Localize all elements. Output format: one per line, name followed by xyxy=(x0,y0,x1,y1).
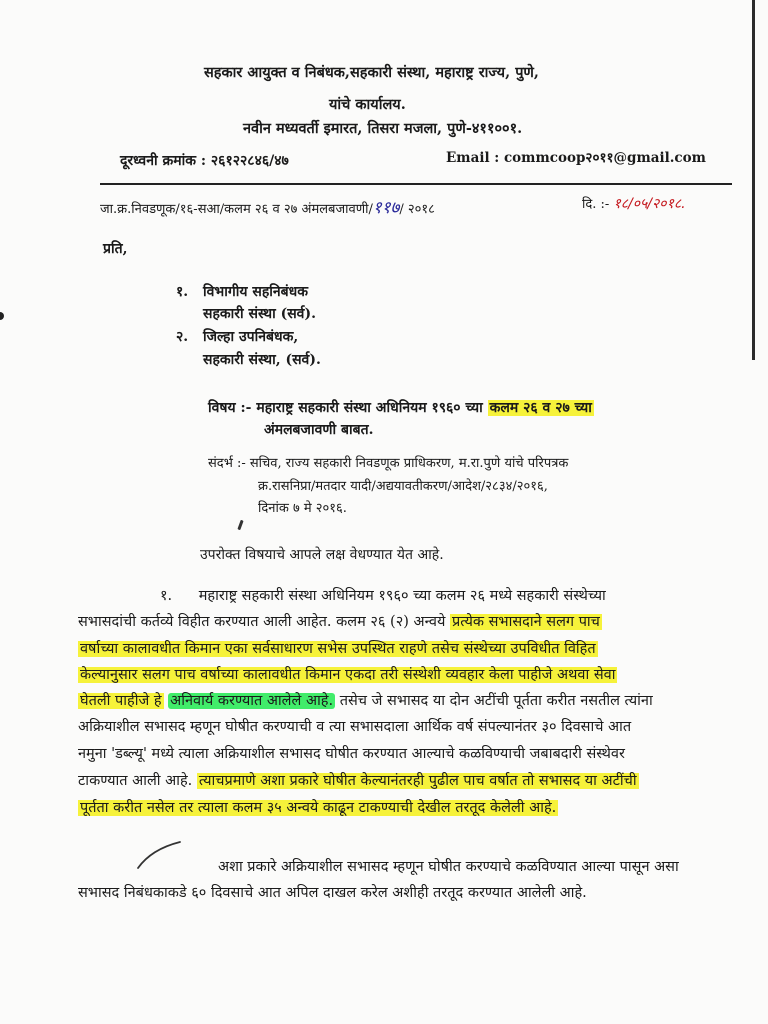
date-label: दि. :- xyxy=(582,197,610,212)
para1-green-highlight: अनिवार्य करण्यात आलेले आहे. xyxy=(170,693,334,709)
para1-text2a: सभासदांची कर्तव्ये विहीत करण्यात आली आहेत. कलम २६ (२) अन्वये xyxy=(78,614,446,630)
handwritten-number: ११७ xyxy=(372,198,400,218)
reference-note-label: संदर्भ :- xyxy=(208,456,246,471)
subject-line1 xyxy=(208,398,594,417)
recipient-1-number: १. xyxy=(176,284,189,300)
para1-text8a: टाकण्यात आली आहे. xyxy=(78,773,193,789)
reference-note-text1: सचिव, राज्य सहकारी निवडणूक प्राधिकरण, म.रा.पुणे यांचे परिपत्रक xyxy=(249,456,569,471)
recipient-2-number: २. xyxy=(176,329,189,345)
binder-hole-mark xyxy=(0,312,4,320)
reference-note-line3: दिनांक ७ मे २०१६. xyxy=(258,501,347,516)
subject-highlight: कलम २६ व २७ च्या xyxy=(489,400,592,416)
reference-note-line1 xyxy=(208,453,568,471)
subject-text: महाराष्ट्र सहकारी संस्था अधिनियम १९६० च्या xyxy=(256,400,483,416)
handwritten-date: १८/०५/२०१८. xyxy=(613,196,686,212)
para1-line4 xyxy=(78,664,617,684)
para1-highlight6: पूर्तता करीत नसेल तर त्याला कलम ३५ अन्वये काढून टाकण्याची देखील तरतूद केलेली आहे. xyxy=(80,800,557,816)
para1-highlight3: केल्यानुसार सलग पाच वर्षाच्या कालावधीत किमान एकदा तरी संस्थेशी व्यवहार केला पाहीजे अथवा सेवा xyxy=(80,667,616,683)
para1-line1 xyxy=(160,585,606,605)
recipient-2-line2: सहकारी संस्था, (सर्व). xyxy=(203,352,321,368)
letterhead-email: Email : commcoop२०११@gmail.com xyxy=(446,150,706,166)
para1-line8 xyxy=(78,770,639,790)
recipient-1-line2: सहकारी संस्था (सर्व). xyxy=(203,306,316,322)
para1-highlight5: त्याचप्रमाणे अशा प्रकारे घोषीत केल्यानंतरही पुढील पाच वर्षात तो सभासद या अटींची xyxy=(198,773,637,789)
subject-line2: अंमलबजावणी बाबत. xyxy=(264,422,374,438)
date-line xyxy=(582,194,686,213)
para1-text1: महाराष्ट्र सहकारी संस्था अधिनियम १९६० च्या कलम २६ मध्ये सहकारी संस्थेच्या xyxy=(198,588,606,604)
salutation: प्रति, xyxy=(103,241,128,257)
para1-highlight4: घेतली पाहीजे हे xyxy=(80,693,162,709)
pen-stroke xyxy=(134,838,184,872)
letterhead-line1: सहकार आयुक्त व निबंधक,सहकारी संस्था, महाराष्ट्र राज्य, पुणे, xyxy=(204,64,539,81)
intro-text: उपरोक्त विषयाचे आपले लक्ष वेधण्यात येत आहे. xyxy=(200,547,444,563)
para2-line2: सभासद निबंधकाकडे ६० दिवसाचे आत अपिल दाखल करेल अशीही तरतूद करण्यात आलेली आहे. xyxy=(78,885,587,901)
header-divider xyxy=(100,183,732,185)
para2-line1: अशा प्रकारे अक्रियाशील सभासद म्हणून घोषीत करण्याचे कळविण्यात आल्या पासून असा xyxy=(218,859,679,875)
ink-speck xyxy=(237,520,243,530)
para1-number: १. xyxy=(160,588,173,604)
para1-line9 xyxy=(78,797,558,817)
para1-line2 xyxy=(78,611,602,631)
letterhead-line2: यांचे कार्यालय. xyxy=(329,96,406,113)
reference-note-line2: क्र.रासनिप्रा/मतदार यादी/अद्ययावतीकरण/आदेश/२८३४/२०१६, xyxy=(258,479,548,494)
para1-line6: अक्रियाशील सभासद म्हणून घोषीत करण्याची व त्या सभासदाला आर्थिक वर्ष संपल्यानंतर ३० दिवसाचे आत xyxy=(78,719,632,735)
para1-highlight1: प्रत्येक सभासदाने सलग पाच xyxy=(452,614,600,630)
scan-edge xyxy=(752,0,755,360)
subject-label: विषय :- xyxy=(208,400,252,416)
reference-number: जा.क्र.निवडणूक/१६-सआ/कलम २६ व २७ अंमलबजावणी/ xyxy=(100,202,373,217)
para1-line5 xyxy=(78,690,653,710)
recipient-1-line1: विभागीय सहनिबंधक xyxy=(203,284,309,300)
reference-line xyxy=(100,195,435,218)
para1-text5c: तसेच जे सभासद या दोन अटींची पूर्तता करीत नसतील त्यांना xyxy=(339,693,653,709)
letterhead-phone: दूरध्वनी क्रमांक : २६१२२८४६/४७ xyxy=(120,153,289,169)
letterhead-line3: नवीन मध्यवर्ती इमारत, तिसरा मजला, पुणे-४११००१. xyxy=(243,120,523,137)
para1-highlight2: वर्षाच्या कालावधीत किमान एका सर्वसाधारण सभेस उपस्थित राहणे तसेच संस्थेच्या उपविधीत विहित xyxy=(80,641,596,657)
para1-line3 xyxy=(78,638,598,658)
para1-line7: नमुना 'डब्ल्यू' मध्ये त्याला अक्रियाशील सभासद घोषीत करण्यात आल्याचे कळविण्याची जबाबदारी संस्थेवर xyxy=(78,746,625,762)
recipient-2-line1: जिल्हा उपनिबंधक, xyxy=(203,329,299,345)
reference-year: / २०१८ xyxy=(399,202,435,217)
